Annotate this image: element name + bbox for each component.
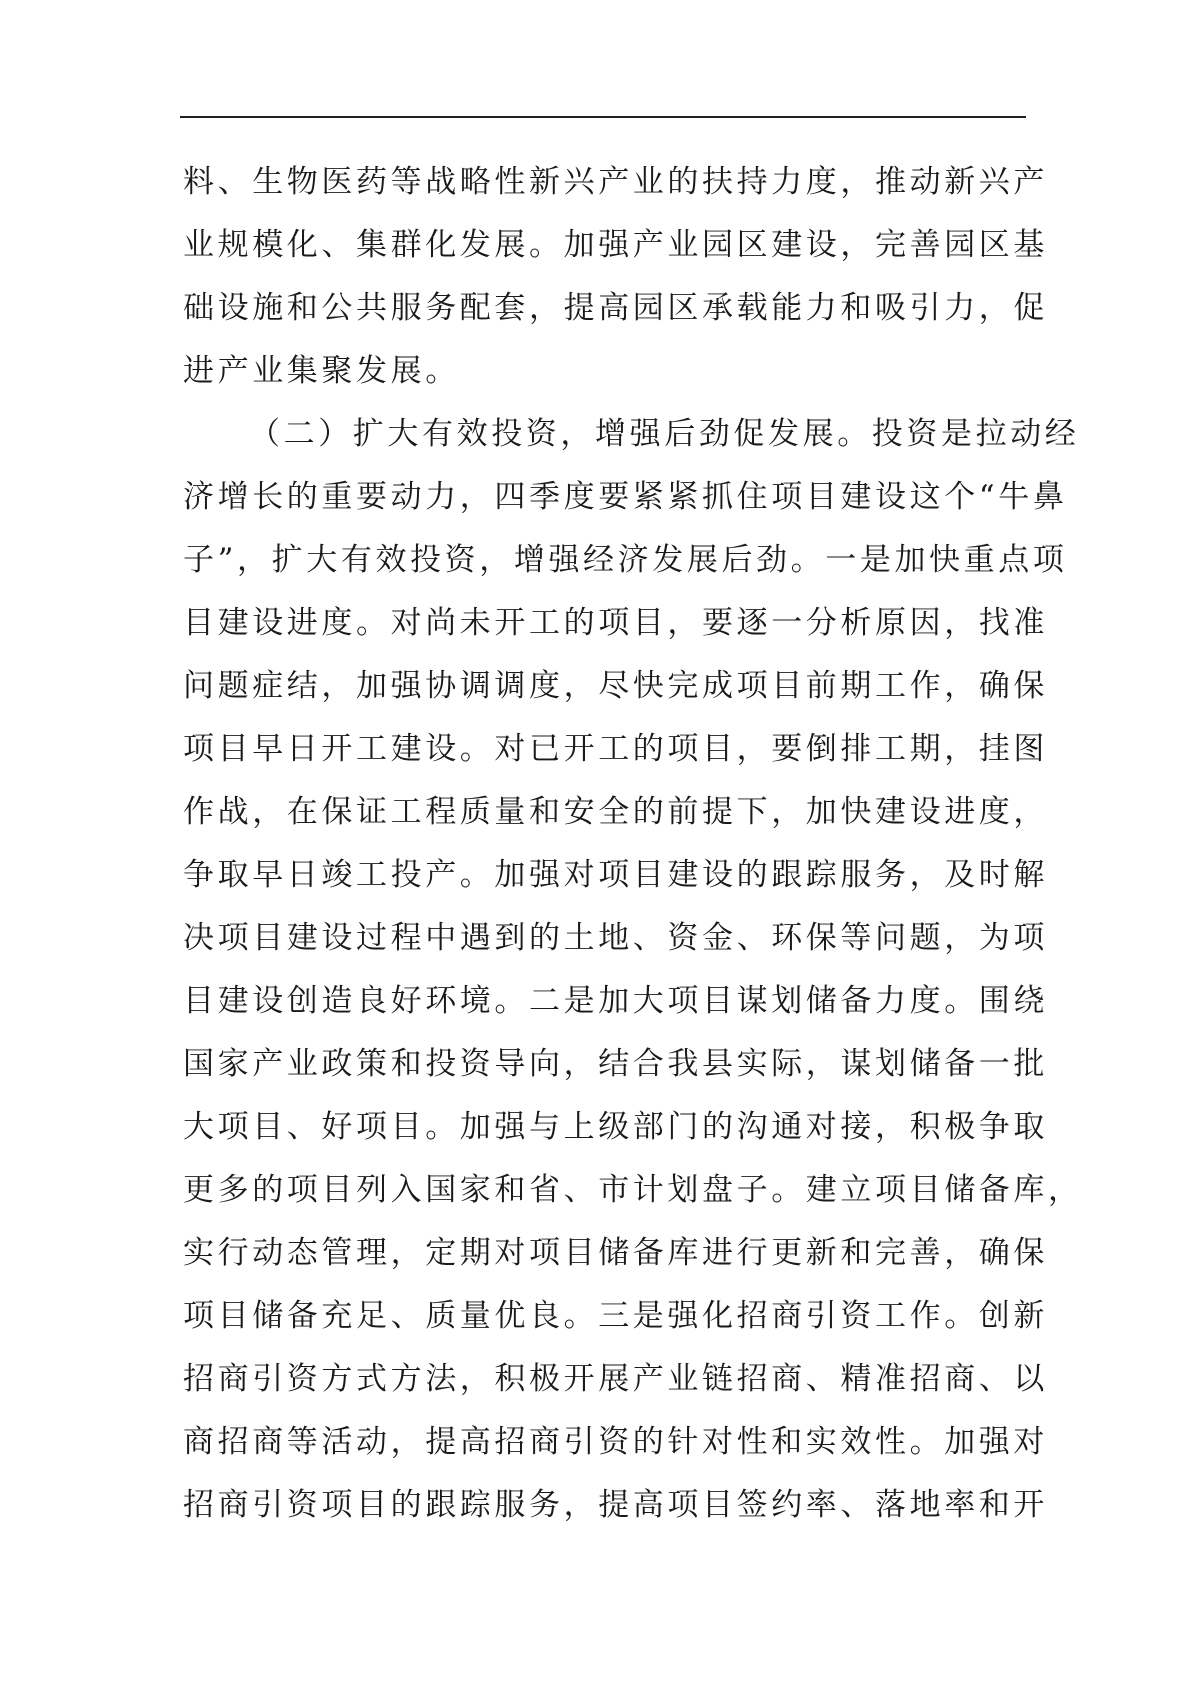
text-line: 项目早日开工建设。对已开工的项目，要倒排工期，挂图 bbox=[183, 731, 1048, 767]
text-line: 更多的项目列入国家和省、市计划盘子。建立项目储备库， bbox=[183, 1172, 1083, 1208]
text-line: 招商引资项目的跟踪服务，提高项目签约率、落地率和开 bbox=[183, 1487, 1048, 1523]
text-line: 济增长的重要动力，四季度要紧紧抓住项目建设这个“牛鼻 bbox=[183, 479, 1068, 515]
section-heading-line: （二）扩大有效投资，增强后劲促发展。投资是拉动经 bbox=[249, 416, 1080, 452]
document-body bbox=[183, 160, 1083, 1546]
text-line: 项目储备充足、质量优良。三是强化招商引资工作。创新 bbox=[183, 1298, 1048, 1334]
text-line: 商招商等活动，提高招商引资的针对性和实效性。加强对 bbox=[183, 1424, 1048, 1460]
text-line: 子”，扩大有效投资，增强经济发展后劲。一是加快重点项 bbox=[183, 542, 1068, 578]
text-line: 目建设进度。对尚未开工的项目，要逐一分析原因，找准 bbox=[183, 605, 1048, 641]
text-line: 料、生物医药等战略性新兴产业的扶持力度，推动新兴产 bbox=[183, 164, 1048, 200]
text-line: 国家产业政策和投资导向，结合我县实际，谋划储备一批 bbox=[183, 1046, 1048, 1082]
text-line: 争取早日竣工投产。加强对项目建设的跟踪服务，及时解 bbox=[183, 857, 1048, 893]
text-line: 决项目建设过程中遇到的土地、资金、环保等问题，为项 bbox=[183, 920, 1048, 956]
text-line: 础设施和公共服务配套，提高园区承载能力和吸引力，促 bbox=[183, 290, 1048, 326]
text-line: 实行动态管理，定期对项目储备库进行更新和完善，确保 bbox=[183, 1235, 1048, 1271]
text-line: 招商引资方式方法，积极开展产业链招商、精准招商、以 bbox=[183, 1361, 1048, 1397]
text-line: 目建设创造良好环境。二是加大项目谋划储备力度。围绕 bbox=[183, 983, 1048, 1019]
text-line: 作战，在保证工程质量和安全的前提下，加快建设进度， bbox=[183, 794, 1048, 830]
text-line: 业规模化、集群化发展。加强产业园区建设，完善园区基 bbox=[183, 227, 1048, 263]
text-line: 问题症结，加强协调调度，尽快完成项目前期工作，确保 bbox=[183, 668, 1048, 704]
header-rule bbox=[180, 116, 1026, 118]
text-line: 大项目、好项目。加强与上级部门的沟通对接，积极争取 bbox=[183, 1109, 1048, 1145]
text-line: 进产业集聚发展。 bbox=[183, 353, 460, 389]
